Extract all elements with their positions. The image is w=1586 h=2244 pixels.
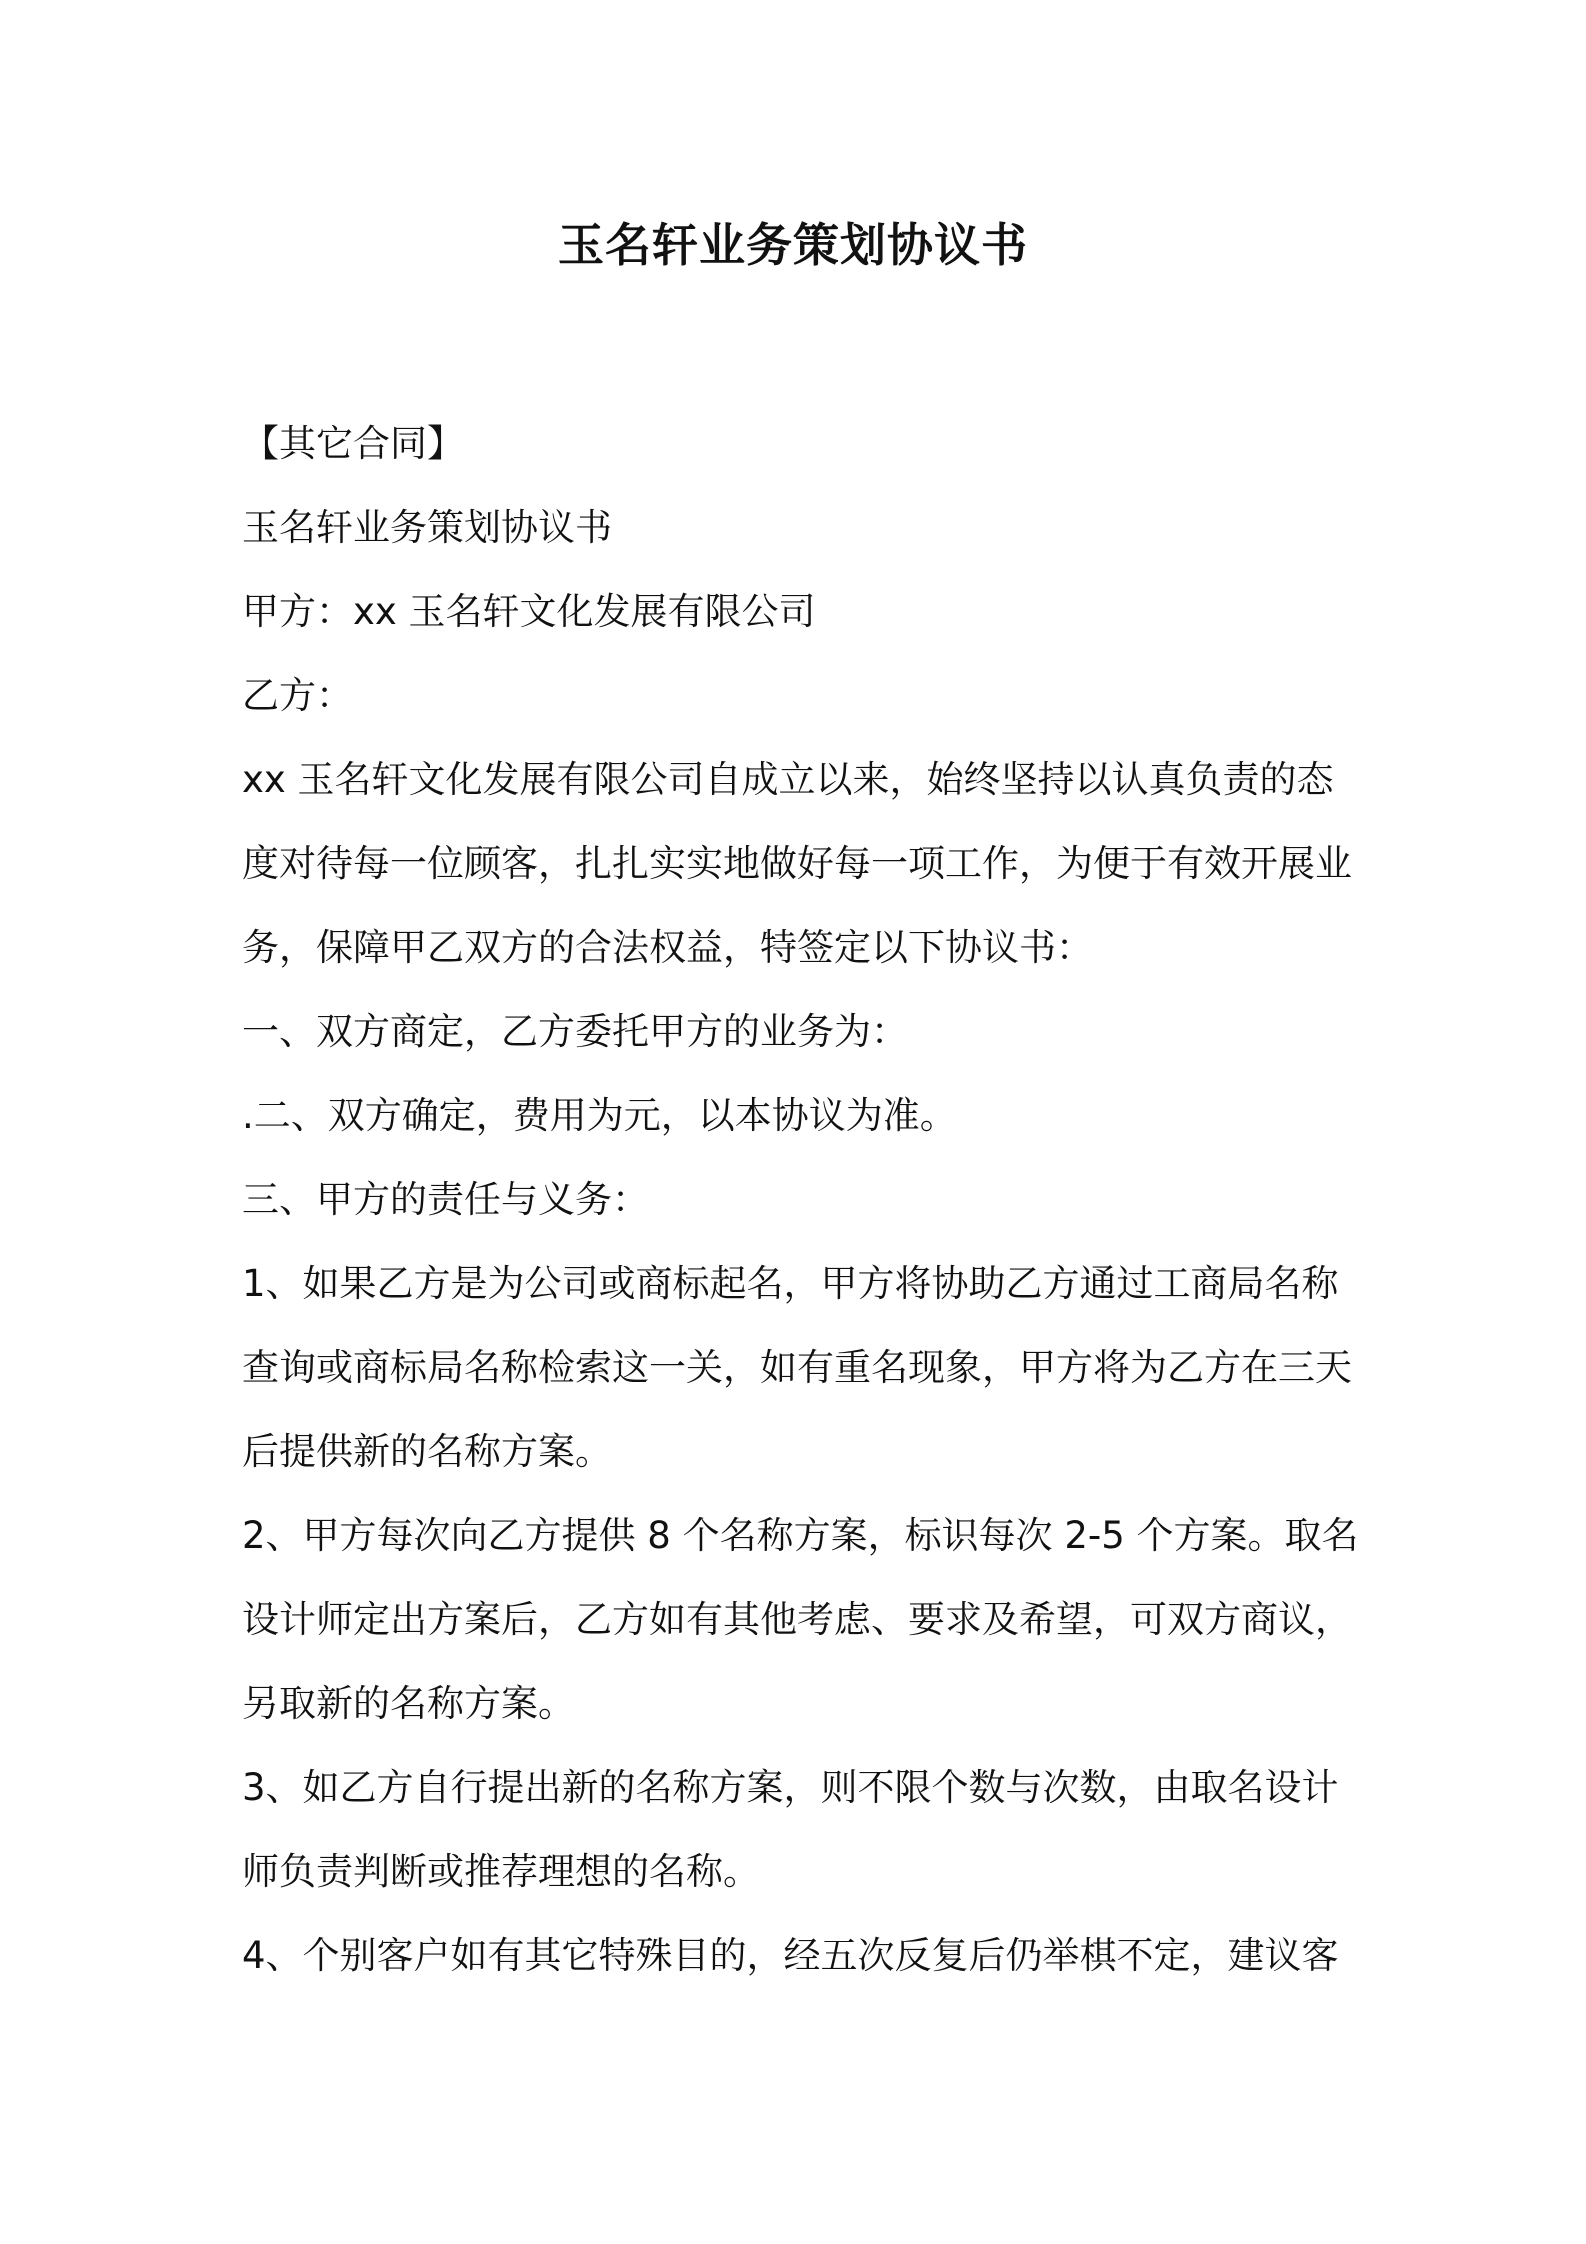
item-1-line-1: 1、如果乙方是为公司或商标起名，甲方将协助乙方通过工商局名称 [242,1262,1339,1305]
item-2-line-3: 另取新的名称方案。 [242,1682,575,1725]
party-b: 乙方： [242,674,353,717]
item-3-line-2: 师负责判断或推荐理想的名称。 [242,1850,760,1893]
intro-paragraph-line-1: xx 玉名轩文化发展有限公司自成立以来，始终坚持以认真负责的态 [242,758,1334,801]
document-body [242,402,1362,1998]
document-title: 玉名轩业务策划协议书 [558,218,1028,272]
clause-one: 一、双方商定，乙方委托甲方的业务为： [242,1010,908,1053]
clause-two: .二、双方确定，费用为元，以本协议为准。 [242,1094,957,1137]
item-2-line-1: 2、甲方每次向乙方提供 8 个名称方案，标识每次 2-5 个方案。取名 [242,1514,1359,1557]
intro-paragraph-line-2: 度对待每一位顾客，扎扎实实地做好每一项工作，为便于有效开展业 [242,842,1352,885]
item-2-line-2: 设计师定出方案后，乙方如有其他考虑、要求及希望，可双方商议， [242,1598,1352,1641]
intro-paragraph-line-3: 务，保障甲乙双方的合法权益，特签定以下协议书： [242,926,1093,969]
item-1-line-2: 查询或商标局名称检索这一关，如有重名现象，甲方将为乙方在三天 [242,1346,1352,1389]
party-a: 甲方：xx 玉名轩文化发展有限公司 [242,590,816,633]
item-3-line-1: 3、如乙方自行提出新的名称方案，则不限个数与次数，由取名设计 [242,1766,1339,1809]
item-4-line-1: 4、个别客户如有其它特殊目的，经五次反复后仍举棋不定，建议客 [242,1934,1339,1977]
agreement-name: 玉名轩业务策划协议书 [242,506,612,549]
clause-three-heading: 三、甲方的责任与义务： [242,1178,649,1221]
category-label: 【其它合同】 [242,422,464,465]
item-1-line-3: 后提供新的名称方案。 [242,1430,612,1473]
